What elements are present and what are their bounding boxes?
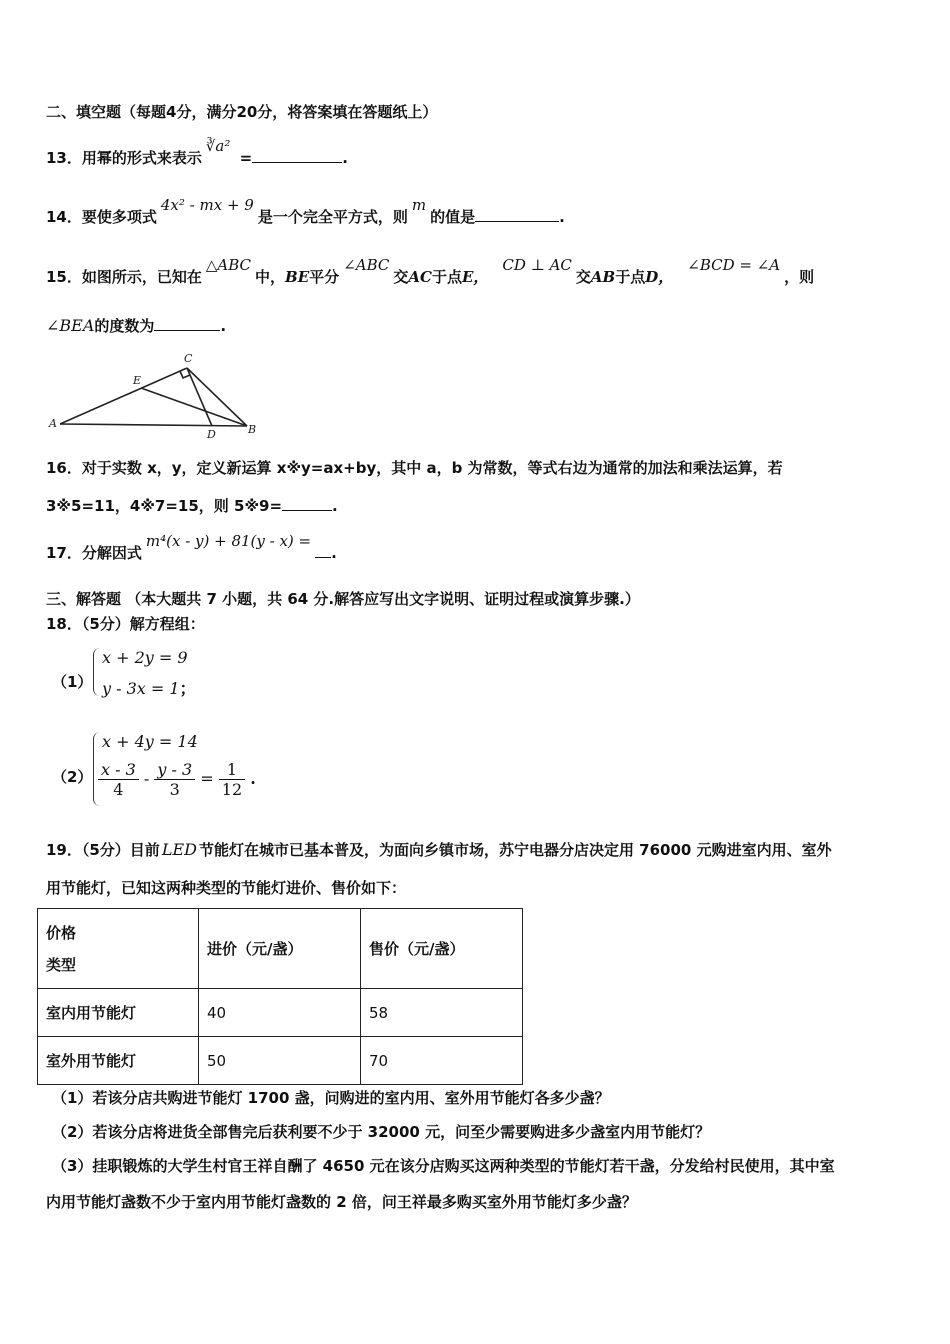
q18-p2-equals: = — [200, 769, 214, 788]
segment-ab — [60, 424, 247, 426]
row-1-price: 58 — [361, 989, 523, 1037]
row-2-type: 室外用节能灯 — [38, 1037, 199, 1085]
question-18-title: 18．（5分）解方程组： — [46, 615, 205, 633]
corner-bottom-label: 类型 — [46, 955, 77, 974]
q17-expression: m⁴(x - y) + 81(y - x) = — [145, 532, 312, 550]
q15-text-5: 于点 — [431, 268, 462, 286]
table-header-row — [38, 909, 523, 989]
segment-cd — [187, 368, 212, 426]
price-table — [37, 908, 523, 1085]
header-price: 售价（元/盏） — [361, 909, 523, 989]
q15-d: D， — [645, 268, 674, 286]
q19-text-b: 节能灯在城市已基本普及，为面向乡镇市场，苏宁电器分店决定用 76000 元购进室内用、室外 — [198, 841, 832, 859]
q13-eq: = — [234, 149, 253, 167]
question-19-line-1 — [46, 840, 832, 860]
q15-ab: AB — [590, 268, 616, 286]
q18-p1-eq1: x + 2y = 9 — [102, 648, 188, 667]
question-15-line-2 — [46, 316, 226, 336]
q18-p2-frac-1 — [98, 760, 139, 799]
q15-be: BE — [285, 268, 310, 286]
q18-p1-eq2 — [102, 676, 196, 699]
label-a: A — [49, 417, 57, 430]
q14-answer-blank[interactable] — [475, 207, 559, 222]
q15-angle-eq: ∠BCD = ∠A — [687, 256, 781, 274]
section-3-title: 三、解答题 （本大题共 7 小题，共 64 分.解答应写出文字说明、证明过程或演算步骤.） — [46, 590, 640, 608]
q15-angle-abc: ∠ABC — [343, 256, 390, 274]
table-corner-cell — [38, 909, 199, 989]
q18-p2-frac-3 — [219, 760, 245, 799]
frac-3-num: 1 — [219, 760, 245, 780]
row-2-cost: 50 — [199, 1037, 361, 1085]
q15-e: E， — [461, 268, 489, 286]
q15-triangle: △ABC — [205, 256, 252, 274]
q13-answer-blank[interactable] — [252, 148, 342, 163]
frac-3-den: 12 — [221, 780, 243, 799]
question-19-line-2: 用节能灯，已知这两种类型的节能灯进价、售价如下： — [46, 879, 407, 897]
question-14 — [46, 196, 565, 227]
q18-p1-eq2-text: y - 3x = 1 — [102, 679, 180, 698]
q14-text: 14．要使多项式 — [46, 208, 157, 226]
frac-1-num: x - 3 — [98, 760, 139, 780]
section-2-title: 二、填空题（每题4分，满分20分，将答案填在答题纸上） — [46, 103, 438, 121]
q17-end: . — [331, 544, 337, 562]
q15-end: . — [220, 317, 227, 335]
question-13 — [46, 137, 348, 168]
frac-2-num: y - 3 — [154, 760, 195, 780]
q18-p2-end: . — [250, 769, 256, 788]
q19-sub-2: （2）若该分店将进货全部售完后获利要不少于 32000 元，问至少需要购进多少盏室内用节能灯？ — [52, 1123, 711, 1141]
q14-expression: 4x² - mx + 9 — [160, 196, 254, 214]
row-1-type: 室内用节能灯 — [38, 989, 199, 1037]
corner-top-label: 价格 — [46, 923, 77, 942]
frac-1-den: 4 — [113, 780, 124, 799]
q16-end: . — [332, 497, 338, 515]
label-d: D — [207, 428, 216, 440]
q16-text: 3※5=11，4※7=15，则 5※9= — [46, 497, 283, 515]
q15-text-2: 中， — [255, 268, 286, 286]
q14-tail: 的值是 — [430, 208, 476, 226]
q15-text-9: 的度数为 — [94, 317, 155, 335]
q18-p2-minus: - — [143, 769, 150, 788]
segment-be — [141, 388, 247, 426]
q15-text-3: 平分 — [309, 268, 340, 286]
q18-p2-frac-2 — [154, 760, 195, 799]
question-15-line-1 — [46, 256, 815, 287]
q19-text-a: 19．（5分）目前 — [46, 841, 160, 859]
frac-2-den: 3 — [169, 780, 180, 799]
segment-cb — [187, 368, 247, 426]
q14-var: m — [411, 196, 427, 214]
label-e: E — [133, 374, 142, 387]
q16-answer-blank[interactable] — [282, 496, 332, 511]
q17-text: 17．分解因式 — [46, 544, 142, 562]
q18-part-1-label: （1） — [52, 673, 93, 691]
triangle-figure — [40, 348, 270, 440]
row-1-cost: 40 — [199, 989, 361, 1037]
q15-text-6: 交 — [575, 268, 591, 286]
q15-ac: AC — [408, 268, 432, 286]
header-cost: 进价（元/盏） — [199, 909, 361, 989]
label-c: C — [184, 352, 193, 365]
q17-answer-blank[interactable] — [315, 543, 331, 558]
q13-text: 13．用幂的形式来表示 — [46, 149, 202, 167]
q15-text-8: ，则 — [784, 268, 815, 286]
q15-text-7: 于点 — [615, 268, 646, 286]
q18-p1-end: ； — [179, 679, 196, 698]
question-17 — [46, 532, 337, 563]
question-16-line-2 — [46, 496, 338, 516]
q19-sub-3-line-2: 内用节能灯盏数不少于室内用节能灯盏数的 2 倍，问王祥最多购买室外用节能灯多少盏？ — [46, 1193, 637, 1211]
q19-led: LED — [161, 840, 197, 859]
q14-end: . — [559, 208, 565, 226]
segment-ac — [60, 368, 187, 424]
q18-p2-eq1: x + 4y = 14 — [102, 732, 198, 751]
q15-perp: CD ⊥ AC — [502, 256, 572, 274]
question-16-line-1: 16．对于实数 x，y，定义新运算 x※y=ax+by，其中 a，b 为常数，等式右边为通常的加法和乘法运算，若 — [46, 459, 783, 477]
q18-p2-eq2 — [98, 760, 256, 799]
q19-sub-1: （1）若该分店共购进节能灯 1700 盏，问购进的室内用、室外用节能灯各多少盏？ — [52, 1089, 610, 1107]
q19-sub-3-line-1: （3）挂职锻炼的大学生村官王祥自酬了 4650 元在该分店购买这两种类型的节能灯若干盏，分发给村民使用，其中室 — [52, 1157, 835, 1175]
q13-end: . — [342, 149, 348, 167]
q18-part-1-brace — [93, 648, 100, 696]
label-b: B — [248, 423, 257, 436]
q14-mid: 是一个完全平方式，则 — [257, 208, 408, 226]
q15-angle-bea: ∠BEA — [46, 316, 95, 335]
q15-text-1: 15．如图所示，已知在 — [46, 268, 202, 286]
q18-part-2-label: （2） — [52, 768, 93, 786]
row-2-price: 70 — [361, 1037, 523, 1085]
q13-expression: ∛a² — [205, 137, 231, 155]
q15-answer-blank[interactable] — [154, 316, 220, 331]
q15-text-4: 交 — [393, 268, 409, 286]
table-row — [38, 989, 523, 1037]
table-row — [38, 1037, 523, 1085]
